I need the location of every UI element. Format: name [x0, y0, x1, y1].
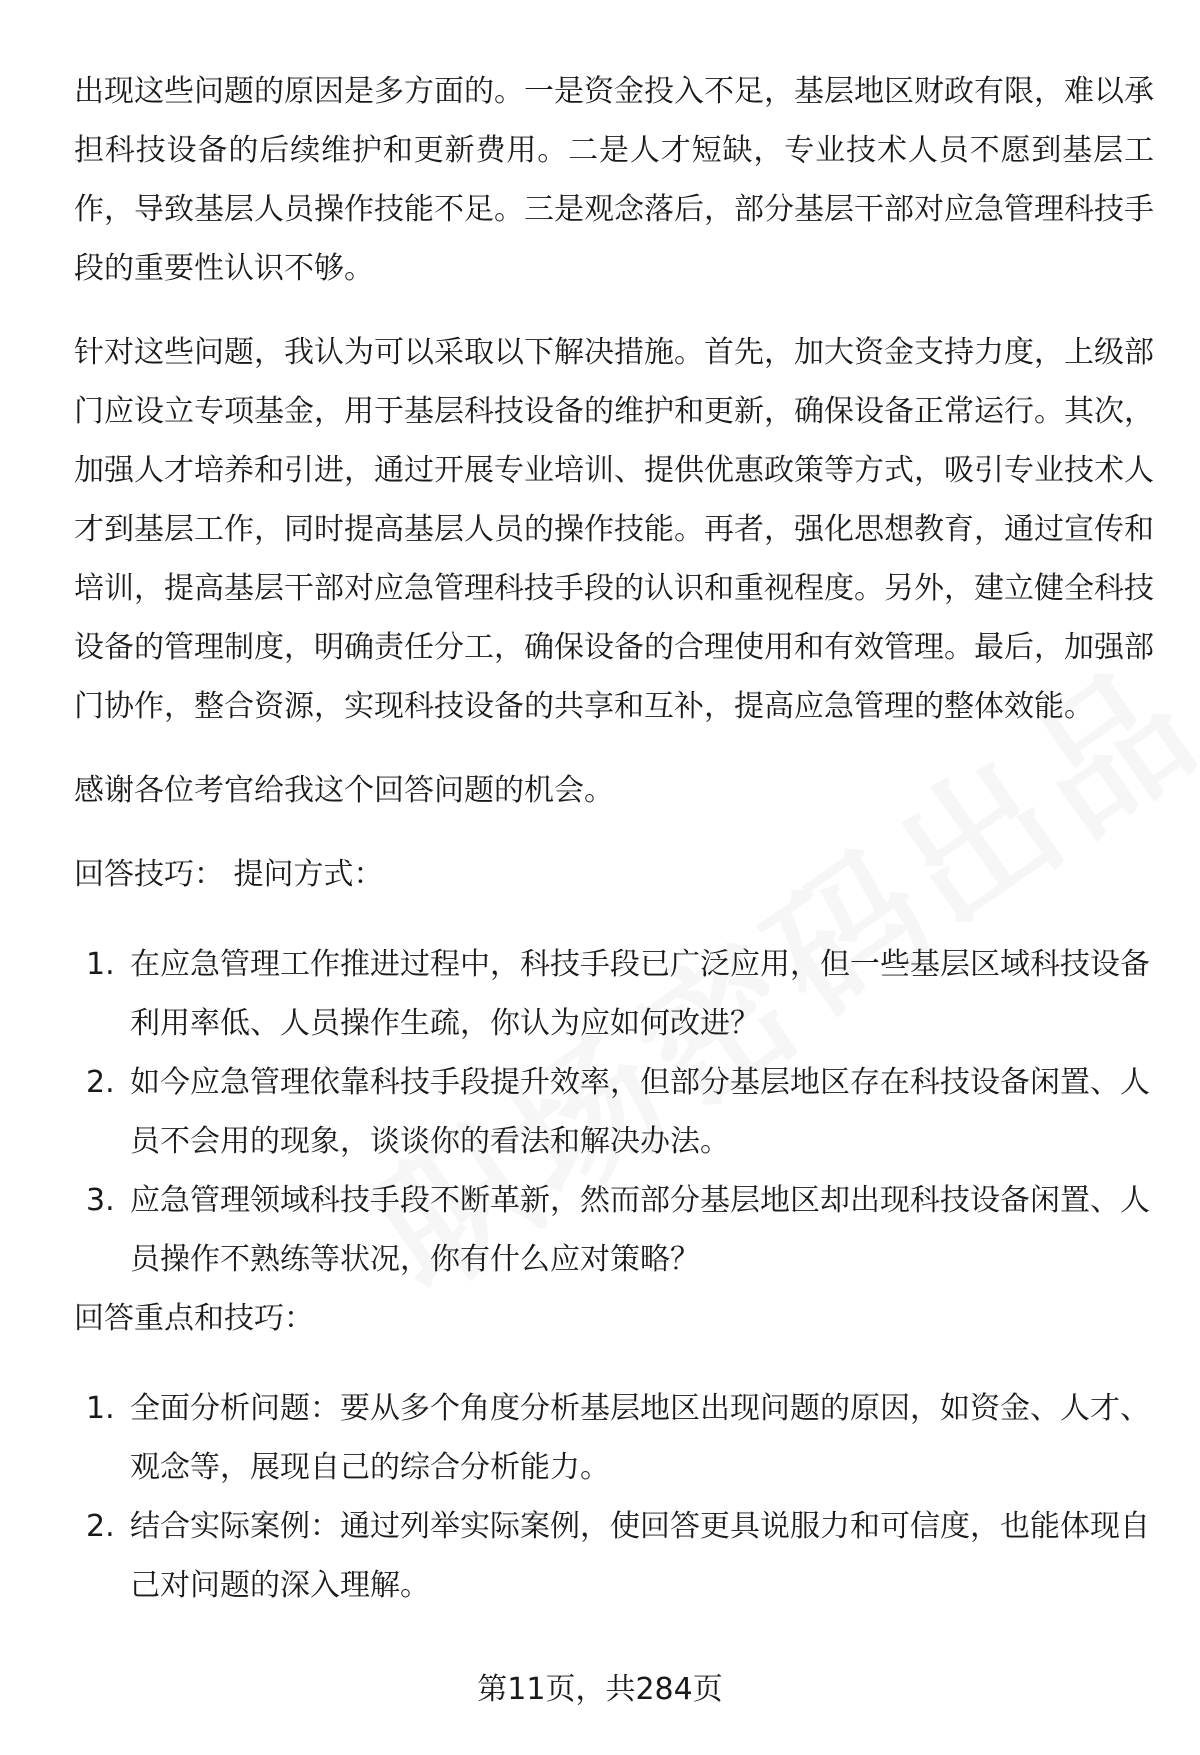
- paragraph-solutions: 针对这些问题，我认为可以采取以下解决措施。首先，加大资金支持力度，上级部门应设立专项基金，用于基层科技设备的维护和更新，确保设备正常运行。其次，加强人才培养和引进，通过开展专业培训、提供优惠政策等方式，吸引专业技术人才到基层工作，同时提高基层人员的操作技能。再者，强化思想教育，通过宣传和培训，提高基层干部对应急管理科技手段的认识和重视程度。另外，建立健全科技设备的管理制度，明确责任分工，确保设备的合理使用和有效管理。最后，加强部门协作，整合资源，实现科技设备的共享和互补，提高应急管理的整体效能。: [74, 335, 1154, 724]
- list-item: [74, 1053, 1154, 1171]
- questions-list: [74, 935, 1154, 1289]
- list-item: [74, 935, 1154, 1053]
- list-item-text: 在应急管理工作推进过程中，科技手段已广泛应用，但一些基层区域科技设备利用率低、人员操作生疏，你认为应如何改进？: [130, 947, 1150, 1041]
- tips-heading: 回答重点和技巧：: [74, 1301, 314, 1336]
- list-item: [74, 1171, 1154, 1289]
- questions-heading: 回答技巧： 提问方式：: [74, 857, 384, 892]
- tips-list: [74, 1379, 1154, 1615]
- list-item: [74, 1379, 1154, 1497]
- list-item-text: 结合实际案例：通过列举实际案例，使回答更具说服力和可信度，也能体现自己对问题的深入理解。: [130, 1509, 1150, 1603]
- list-item-text: 应急管理领域科技手段不断革新，然而部分基层地区却出现科技设备闲置、人员操作不熟练等状况，你有什么应对策略？: [130, 1183, 1150, 1277]
- list-number: 1.: [86, 947, 115, 982]
- list-number: 1.: [86, 1391, 115, 1426]
- document-body: [74, 62, 1154, 1615]
- paragraph-causes: 出现这些问题的原因是多方面的。一是资金投入不足，基层地区财政有限，难以承担科技设备的后续维护和更新费用。二是人才短缺，专业技术人员不愿到基层工作，导致基层人员操作技能不足。三是观念落后，部分基层干部对应急管理科技手段的重要性认识不够。: [74, 74, 1154, 286]
- list-item: [74, 1497, 1154, 1615]
- page-number: 第11页，共284页: [477, 1672, 723, 1707]
- list-item-text: 全面分析问题：要从多个角度分析基层地区出现问题的原因，如资金、人才、观念等，展现自己的综合分析能力。: [130, 1391, 1150, 1485]
- list-number: 3.: [86, 1183, 115, 1218]
- list-number: 2.: [86, 1065, 115, 1100]
- list-number: 2.: [86, 1509, 115, 1544]
- paragraph-thanks: 感谢各位考官给我这个回答问题的机会。: [74, 773, 614, 808]
- list-item-text: 如今应急管理依靠科技手段提升效率，但部分基层地区存在科技设备闲置、人员不会用的现象，谈谈你的看法和解决办法。: [130, 1065, 1150, 1159]
